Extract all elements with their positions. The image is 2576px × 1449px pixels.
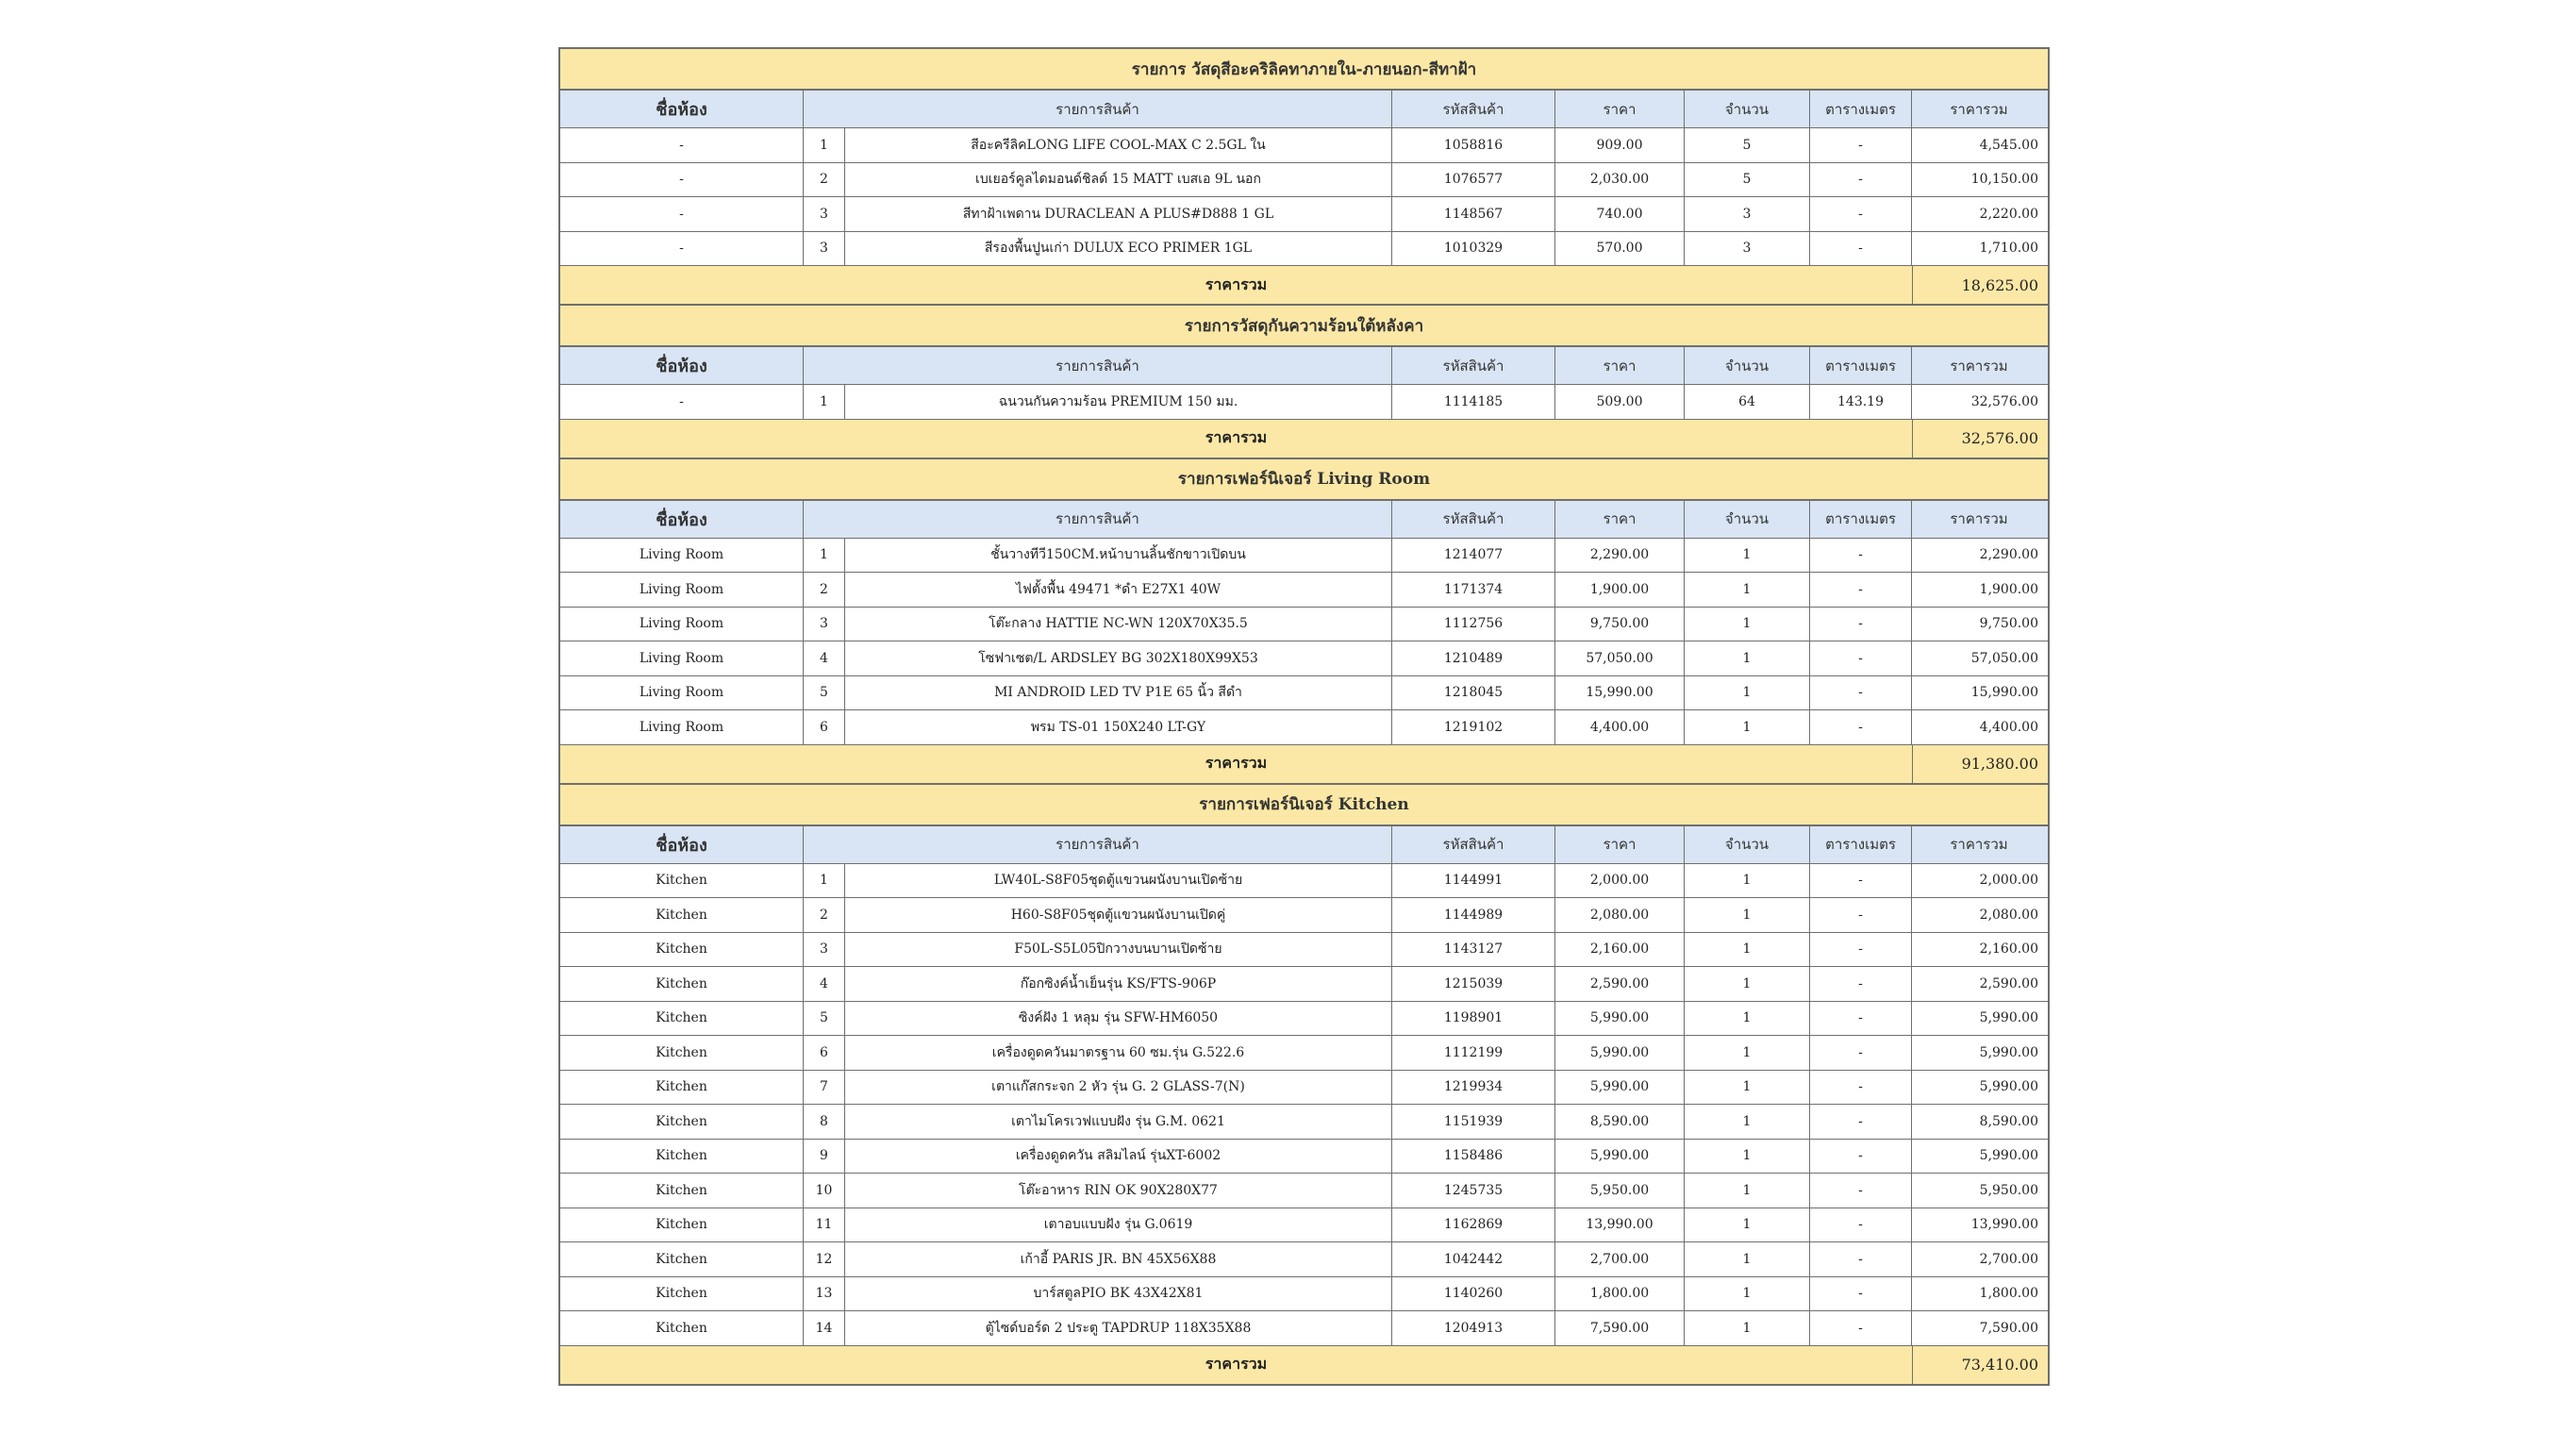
table-row	[560, 864, 2048, 899]
section-total-label: ราคารวม	[1205, 428, 1268, 446]
cell-item: เตาแก๊สกระจก 2 หัว รุ่น G. 2 GLASS-7(N)	[845, 1071, 1392, 1105]
cell-qty: 5	[1685, 163, 1810, 197]
cell-sqm: -	[1810, 539, 1912, 573]
cell-sqm: -	[1810, 1174, 1912, 1208]
cell-qty: 1	[1685, 1071, 1810, 1105]
cell-item: ก๊อกซิงค์น้ำเย็นรุ่น KS/FTS-906P	[845, 967, 1392, 1001]
cell-room: Living Room	[560, 608, 804, 641]
cell-room: Kitchen	[560, 1311, 804, 1345]
cell-no: 6	[804, 710, 845, 744]
cell-total: 2,080.00	[1979, 907, 2038, 923]
cell-item: โต๊ะอาหาร RIN OK 90X280X77	[845, 1174, 1392, 1208]
section-total-label: ราคารวม	[1205, 275, 1268, 293]
cell-sqm: -	[1810, 608, 1912, 641]
cell-qty: 3	[1685, 197, 1810, 231]
cell-code: 1140260	[1392, 1277, 1555, 1311]
column-header-price: ราคา	[1555, 347, 1685, 384]
cell-qty: 1	[1685, 710, 1810, 744]
table-row	[560, 898, 2048, 933]
cell-no: 2	[804, 898, 845, 932]
cell-code: 1162869	[1392, 1208, 1555, 1242]
section-total-value: 91,380.00	[1912, 745, 2046, 783]
cell-price: 5,990.00	[1555, 1036, 1685, 1070]
quotation-sheet	[558, 47, 2050, 1386]
cell-room: Kitchen	[560, 933, 804, 967]
column-header-item: รายการสินค้า	[804, 347, 1392, 384]
cell-item: โซฟาเซต/L ARDSLEY BG 302X180X99X53	[845, 641, 1392, 675]
cell-total: 2,220.00	[1979, 206, 2038, 222]
cell-item: สีอะครีลิคLONG LIFE COOL-MAX C 2.5GL ใน	[845, 128, 1392, 162]
cell-code: 1245735	[1392, 1174, 1555, 1208]
table-row	[560, 1105, 2048, 1140]
cell-price: 5,990.00	[1555, 1071, 1685, 1105]
cell-room: Kitchen	[560, 1105, 804, 1139]
cell-qty: 1	[1685, 1002, 1810, 1036]
cell-code: 1076577	[1392, 163, 1555, 197]
cell-qty: 1	[1685, 573, 1810, 607]
cell-item: ตู้ไซด์บอร์ด 2 ประตู TAPDRUP 118X35X88	[845, 1311, 1392, 1345]
table-row	[560, 197, 2048, 232]
cell-total: 9,750.00	[1979, 616, 2038, 632]
cell-code: 1218045	[1392, 676, 1555, 710]
cell-price: 509.00	[1555, 385, 1685, 419]
table-row	[560, 1208, 2048, 1243]
cell-room: -	[560, 163, 804, 197]
column-header-room: ชื่อห้อง	[560, 826, 804, 863]
cell-total: 1,800.00	[1979, 1286, 2038, 1302]
cell-item: เครื่องดูดควัน สลิมไลน์ รุ่นXT-6002	[845, 1140, 1392, 1174]
cell-sqm: -	[1810, 1208, 1912, 1242]
column-header-row	[560, 91, 2048, 128]
cell-qty: 1	[1685, 676, 1810, 710]
cell-sqm: -	[1810, 1105, 1912, 1139]
cell-sqm: -	[1810, 641, 1912, 675]
cell-total: 4,545.00	[1979, 137, 2038, 153]
cell-total: 5,990.00	[1979, 1148, 2038, 1164]
cell-no: 14	[804, 1311, 845, 1345]
cell-price: 2,290.00	[1555, 539, 1685, 573]
cell-room: Kitchen	[560, 1208, 804, 1242]
cell-room: Kitchen	[560, 1242, 804, 1276]
cell-sqm: -	[1810, 676, 1912, 710]
cell-price: 909.00	[1555, 128, 1685, 162]
table-row	[560, 1311, 2048, 1346]
cell-total: 2,290.00	[1979, 547, 2038, 563]
column-header-sqm: ตารางเมตร	[1810, 91, 1912, 127]
cell-price: 2,160.00	[1555, 933, 1685, 967]
cell-no: 1	[804, 128, 845, 162]
section-total-value: 18,625.00	[1912, 266, 2046, 304]
section-total-row	[560, 745, 2048, 785]
cell-no: 2	[804, 163, 845, 197]
cell-qty: 1	[1685, 1242, 1810, 1276]
cell-total: 5,990.00	[1979, 1010, 2038, 1026]
cell-no: 5	[804, 676, 845, 710]
cell-code: 1144991	[1392, 864, 1555, 898]
section-total-label: ราคารวม	[1205, 1355, 1268, 1373]
cell-code: 1143127	[1392, 933, 1555, 967]
cell-total: 1,900.00	[1979, 581, 2038, 597]
section-title: รายการวัสดุกันความร้อนใต้หลังคา	[560, 306, 2048, 347]
cell-qty: 1	[1685, 864, 1810, 898]
cell-room: -	[560, 128, 804, 162]
column-header-item: รายการสินค้า	[804, 501, 1392, 538]
cell-qty: 1	[1685, 641, 1810, 675]
cell-price: 570.00	[1555, 232, 1685, 266]
cell-total: 57,050.00	[1970, 650, 2038, 666]
column-header-room: ชื่อห้อง	[560, 347, 804, 384]
cell-no: 3	[804, 232, 845, 266]
cell-sqm: -	[1810, 1036, 1912, 1070]
cell-code: 1210489	[1392, 641, 1555, 675]
cell-qty: 1	[1685, 1208, 1810, 1242]
cell-no: 9	[804, 1140, 845, 1174]
cell-total: 5,950.00	[1979, 1182, 2038, 1198]
cell-code: 1171374	[1392, 573, 1555, 607]
cell-total: 10,150.00	[1970, 172, 2038, 188]
cell-room: Living Room	[560, 710, 804, 744]
cell-sqm: -	[1810, 1242, 1912, 1276]
column-header-qty: จำนวน	[1685, 91, 1810, 127]
cell-code: 1112756	[1392, 608, 1555, 641]
cell-room: Living Room	[560, 676, 804, 710]
cell-qty: 1	[1685, 933, 1810, 967]
cell-item: เตาไมโครเวฟแบบฝัง รุ่น G.M. 0621	[845, 1105, 1392, 1139]
table-row	[560, 676, 2048, 711]
cell-total: 8,590.00	[1979, 1113, 2038, 1129]
cell-item: ชั้นวางทีวี150CM.หน้าบานลิ้นชักขาวเปิดบน	[845, 539, 1392, 573]
cell-room: -	[560, 385, 804, 419]
table-row	[560, 608, 2048, 642]
cell-qty: 1	[1685, 1174, 1810, 1208]
cell-item: สีรองพื้นปูนเก่า DULUX ECO PRIMER 1GL	[845, 232, 1392, 266]
cell-sqm: 143.19	[1810, 385, 1912, 419]
cell-room: Living Room	[560, 641, 804, 675]
cell-price: 8,590.00	[1555, 1105, 1685, 1139]
cell-code: 1219102	[1392, 710, 1555, 744]
table-row	[560, 1174, 2048, 1208]
cell-price: 2,080.00	[1555, 898, 1685, 932]
cell-item: โต๊ะกลาง HATTIE NC-WN 120X70X35.5	[845, 608, 1392, 641]
cell-no: 12	[804, 1242, 845, 1276]
cell-room: Kitchen	[560, 864, 804, 898]
column-header-total: ราคารวม	[1950, 836, 2008, 853]
cell-code: 1144989	[1392, 898, 1555, 932]
cell-price: 2,700.00	[1555, 1242, 1685, 1276]
cell-code: 1112199	[1392, 1036, 1555, 1070]
cell-price: 5,950.00	[1555, 1174, 1685, 1208]
cell-total: 2,700.00	[1979, 1251, 2038, 1267]
cell-sqm: -	[1810, 163, 1912, 197]
cell-sqm: -	[1810, 573, 1912, 607]
table-row	[560, 163, 2048, 198]
cell-no: 4	[804, 967, 845, 1001]
table-row	[560, 1071, 2048, 1106]
cell-price: 4,400.00	[1555, 710, 1685, 744]
cell-item: เตาอบแบบฝัง รุ่น G.0619	[845, 1208, 1392, 1242]
cell-code: 1148567	[1392, 197, 1555, 231]
cell-code: 1214077	[1392, 539, 1555, 573]
column-header-sqm: ตารางเมตร	[1810, 347, 1912, 384]
cell-qty: 1	[1685, 608, 1810, 641]
cell-no: 6	[804, 1036, 845, 1070]
cell-item: พรม TS-01 150X240 LT-GY	[845, 710, 1392, 744]
column-header-qty: จำนวน	[1685, 826, 1810, 863]
cell-qty: 1	[1685, 1277, 1810, 1311]
cell-room: Kitchen	[560, 1002, 804, 1036]
table-row	[560, 1140, 2048, 1174]
cell-qty: 1	[1685, 898, 1810, 932]
section-title: รายการ วัสดุสีอะคริลิคทาภายใน-ภายนอก-สีทาฝ้า	[560, 49, 2048, 91]
cell-price: 2,030.00	[1555, 163, 1685, 197]
table-row	[560, 1036, 2048, 1071]
cell-price: 2,590.00	[1555, 967, 1685, 1001]
cell-no: 1	[804, 385, 845, 419]
column-header-total: ราคารวม	[1950, 510, 2008, 527]
column-header-code: รหัสสินค้า	[1392, 347, 1555, 384]
cell-total: 2,590.00	[1979, 975, 2038, 991]
cell-price: 9,750.00	[1555, 608, 1685, 641]
cell-qty: 1	[1685, 1311, 1810, 1345]
cell-total: 13,990.00	[1970, 1217, 2038, 1233]
column-header-total: ราคารวม	[1950, 100, 2008, 118]
cell-price: 740.00	[1555, 197, 1685, 231]
cell-room: Kitchen	[560, 1174, 804, 1208]
cell-item: สีทาฝ้าเพดาน DURACLEAN A PLUS#D888 1 GL	[845, 197, 1392, 231]
table-row	[560, 1242, 2048, 1277]
cell-no: 1	[804, 864, 845, 898]
cell-item: เบเยอร์คูลไดมอนด์ชิลด์ 15 MATT เบสเอ 9L นอก	[845, 163, 1392, 197]
cell-total: 15,990.00	[1970, 685, 2038, 701]
cell-qty: 1	[1685, 1036, 1810, 1070]
section-title: รายการเฟอร์นิเจอร์ Living Room	[560, 459, 2048, 501]
column-header-sqm: ตารางเมตร	[1810, 501, 1912, 538]
cell-item: ฉนวนกันความร้อน PREMIUM 150 มม.	[845, 385, 1392, 419]
cell-sqm: -	[1810, 967, 1912, 1001]
section-total-row	[560, 420, 2048, 459]
table-row	[560, 232, 2048, 267]
column-header-price: ราคา	[1555, 91, 1685, 127]
cell-item: LW40L-S8F05ชุดตู้แขวนผนังบานเปิดซ้าย	[845, 864, 1392, 898]
column-header-row	[560, 347, 2048, 385]
cell-code: 1158486	[1392, 1140, 1555, 1174]
cell-price: 13,990.00	[1555, 1208, 1685, 1242]
column-header-code: รหัสสินค้า	[1392, 826, 1555, 863]
cell-qty: 1	[1685, 539, 1810, 573]
cell-no: 1	[804, 539, 845, 573]
cell-item: เครื่องดูดควันมาตรฐาน 60 ซม.รุ่น G.522.6	[845, 1036, 1392, 1070]
cell-code: 1151939	[1392, 1105, 1555, 1139]
cell-total: 4,400.00	[1979, 719, 2038, 735]
cell-no: 10	[804, 1174, 845, 1208]
column-header-qty: จำนวน	[1685, 347, 1810, 384]
table-row	[560, 967, 2048, 1002]
cell-price: 5,990.00	[1555, 1140, 1685, 1174]
section-total-row	[560, 266, 2048, 306]
table-row	[560, 385, 2048, 420]
cell-sqm: -	[1810, 128, 1912, 162]
cell-no: 11	[804, 1208, 845, 1242]
table-row	[560, 539, 2048, 574]
section-total-value: 32,576.00	[1912, 420, 2046, 458]
cell-code: 1204913	[1392, 1311, 1555, 1345]
cell-sqm: -	[1810, 1002, 1912, 1036]
section-total-label: ราคารวม	[1205, 754, 1268, 772]
column-header-row	[560, 826, 2048, 864]
cell-room: Kitchen	[560, 1277, 804, 1311]
cell-total: 2,160.00	[1979, 941, 2038, 958]
cell-code: 1219934	[1392, 1071, 1555, 1105]
cell-code: 1058816	[1392, 128, 1555, 162]
table-row	[560, 933, 2048, 968]
cell-room: Kitchen	[560, 1071, 804, 1105]
cell-code: 1042442	[1392, 1242, 1555, 1276]
table-row	[560, 573, 2048, 608]
cell-qty: 1	[1685, 1140, 1810, 1174]
cell-price: 1,900.00	[1555, 573, 1685, 607]
cell-code: 1010329	[1392, 232, 1555, 266]
cell-sqm: -	[1810, 1277, 1912, 1311]
cell-item: H60-S8F05ชุดตู้แขวนผนังบานเปิดคู่	[845, 898, 1392, 932]
section-total-row	[560, 1346, 2048, 1386]
table-row	[560, 128, 2048, 163]
cell-item: ไฟตั้งพื้น 49471 *ดำ E27X1 40W	[845, 573, 1392, 607]
cell-price: 7,590.00	[1555, 1311, 1685, 1345]
column-header-room: ชื่อห้อง	[560, 501, 804, 538]
column-header-room: ชื่อห้อง	[560, 91, 804, 127]
table-row	[560, 710, 2048, 745]
cell-room: Kitchen	[560, 1036, 804, 1070]
table-row	[560, 1277, 2048, 1312]
cell-price: 57,050.00	[1555, 641, 1685, 675]
cell-no: 3	[804, 197, 845, 231]
cell-room: Kitchen	[560, 1140, 804, 1174]
cell-room: Living Room	[560, 539, 804, 573]
cell-total: 5,990.00	[1979, 1044, 2038, 1060]
cell-item: ซิงค์ฝัง 1 หลุม รุ่น SFW-HM6050	[845, 1002, 1392, 1036]
cell-no: 3	[804, 608, 845, 641]
table-row	[560, 1002, 2048, 1037]
section-title: รายการเฟอร์นิเจอร์ Kitchen	[560, 785, 2048, 826]
cell-total: 7,590.00	[1979, 1320, 2038, 1336]
cell-qty: 3	[1685, 232, 1810, 266]
cell-no: 8	[804, 1105, 845, 1139]
cell-sqm: -	[1810, 864, 1912, 898]
cell-qty: 5	[1685, 128, 1810, 162]
cell-room: Living Room	[560, 573, 804, 607]
cell-sqm: -	[1810, 898, 1912, 932]
column-header-item: รายการสินค้า	[804, 826, 1392, 863]
cell-total: 5,990.00	[1979, 1079, 2038, 1095]
cell-code: 1198901	[1392, 1002, 1555, 1036]
column-header-price: ราคา	[1555, 826, 1685, 863]
cell-no: 5	[804, 1002, 845, 1036]
cell-sqm: -	[1810, 1311, 1912, 1345]
cell-sqm: -	[1810, 710, 1912, 744]
cell-item: เก้าอี้ PARIS JR. BN 45X56X88	[845, 1242, 1392, 1276]
column-header-total: ราคารวม	[1950, 357, 2008, 375]
column-header-row	[560, 501, 2048, 539]
cell-sqm: -	[1810, 197, 1912, 231]
cell-no: 2	[804, 573, 845, 607]
cell-room: -	[560, 197, 804, 231]
cell-total: 32,576.00	[1970, 393, 2038, 409]
cell-code: 1215039	[1392, 967, 1555, 1001]
cell-qty: 1	[1685, 1105, 1810, 1139]
cell-sqm: -	[1810, 933, 1912, 967]
cell-item: F50L-S5L05ปิกวางบนบานเปิดซ้าย	[845, 933, 1392, 967]
cell-total: 1,710.00	[1979, 241, 2038, 257]
cell-room: -	[560, 232, 804, 266]
cell-item: บาร์สตูลPIO BK 43X42X81	[845, 1277, 1392, 1311]
cell-item: MI ANDROID LED TV P1E 65 นิ้ว สีดำ	[845, 676, 1392, 710]
table-row	[560, 641, 2048, 676]
cell-price: 15,990.00	[1555, 676, 1685, 710]
cell-no: 13	[804, 1277, 845, 1311]
cell-total: 2,000.00	[1979, 873, 2038, 889]
column-header-sqm: ตารางเมตร	[1810, 826, 1912, 863]
cell-room: Kitchen	[560, 967, 804, 1001]
cell-sqm: -	[1810, 1140, 1912, 1174]
cell-sqm: -	[1810, 232, 1912, 266]
cell-no: 4	[804, 641, 845, 675]
cell-code: 1114185	[1392, 385, 1555, 419]
cell-price: 1,800.00	[1555, 1277, 1685, 1311]
section-total-value: 73,410.00	[1912, 1346, 2046, 1384]
column-header-code: รหัสสินค้า	[1392, 91, 1555, 127]
cell-room: Kitchen	[560, 898, 804, 932]
cell-qty: 64	[1685, 385, 1810, 419]
cell-no: 7	[804, 1071, 845, 1105]
cell-sqm: -	[1810, 1071, 1912, 1105]
column-header-qty: จำนวน	[1685, 501, 1810, 538]
column-header-code: รหัสสินค้า	[1392, 501, 1555, 538]
cell-price: 5,990.00	[1555, 1002, 1685, 1036]
cell-qty: 1	[1685, 967, 1810, 1001]
column-header-item: รายการสินค้า	[804, 91, 1392, 127]
cell-price: 2,000.00	[1555, 864, 1685, 898]
column-header-price: ราคา	[1555, 501, 1685, 538]
cell-no: 3	[804, 933, 845, 967]
